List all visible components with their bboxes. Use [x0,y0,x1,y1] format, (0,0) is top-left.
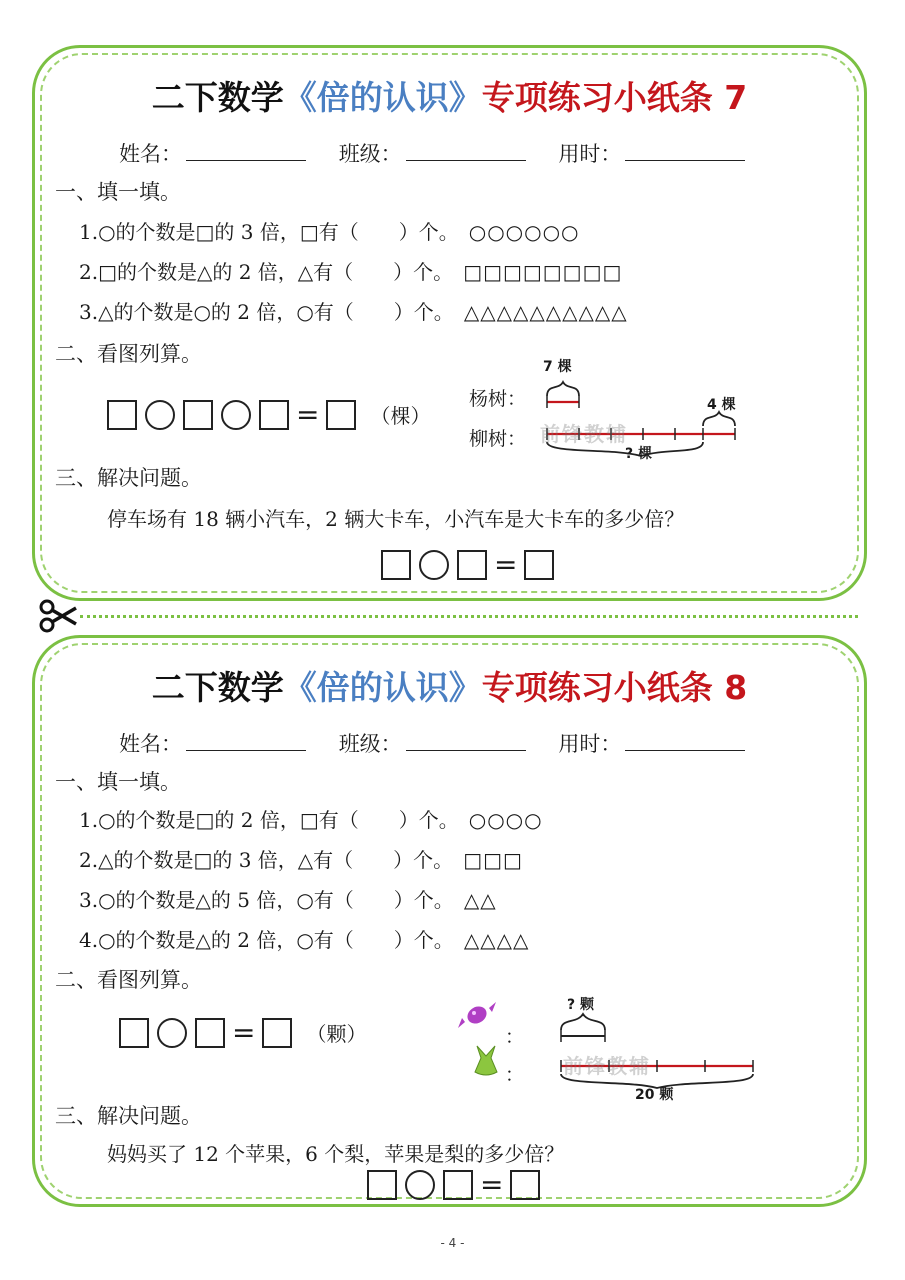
cut-line [36,598,866,634]
class-field[interactable] [339,728,526,758]
unit-label: （棵） [370,404,431,428]
title-topic: 《倍的认识》 [283,78,482,117]
unit-label: （颗） [306,1022,367,1046]
operator-circle[interactable] [405,1170,435,1200]
time-blank[interactable] [625,732,745,751]
title-series: 专项练习小纸条 8 [481,668,748,707]
sweet-colon: ： [505,1064,525,1086]
question-shapes: ○○○○○○ [468,220,580,244]
section-picture-calc: 二、看图列算。 [55,342,202,366]
answer-box[interactable] [367,1170,397,1200]
result-box[interactable] [326,400,356,430]
question-4 [79,924,529,953]
result-box[interactable] [262,1018,292,1048]
name-label: 姓名： [119,142,182,166]
class-field[interactable] [339,138,526,168]
watermark: 前锋教辅 [563,1054,651,1078]
question-shapes: □□□ [463,848,523,872]
title-series: 专项练习小纸条 7 [481,78,748,117]
right-note: 4 棵 [707,397,736,413]
name-blank[interactable] [186,142,306,161]
answer-box[interactable] [195,1018,225,1048]
time-field[interactable] [558,138,745,168]
question-text: 4.○的个数是△的 2 倍，○有（ ）个。 [79,928,454,952]
question-text: 3.△的个数是○的 2 倍，○有（ ）个。 [79,300,454,324]
name-field[interactable] [119,728,306,758]
question-1 [79,804,543,833]
class-label: 班级： [338,142,402,166]
top-note: ? 颗 [567,997,594,1013]
top-brace [561,1014,605,1030]
bottom-note: 20 颗 [635,1087,674,1103]
question-3 [79,884,497,913]
equals-sign: = [494,548,518,581]
question-shapes: △△△△ [463,928,530,952]
card-title [35,662,864,709]
time-label: 用时： [558,732,622,756]
title-subject: 二下数学 [151,668,284,707]
result-box[interactable] [524,550,554,580]
question-2 [79,844,523,873]
section-solve: 三、解决问题。 [55,1104,202,1128]
section-fill-in: 一、填一填。 [55,770,181,794]
dotted-cut-line [80,615,858,618]
word-problem: 妈妈买了 12 个苹果，6 个梨，苹果是梨的多少倍？ [107,1142,565,1166]
sweet-bag-icon [471,1044,501,1078]
card-title [35,72,864,119]
section-picture-calc: 二、看图列算。 [55,968,202,992]
question-text: 1.○的个数是□的 2 倍，□有（ ）个。 [79,808,459,832]
question-shapes: ○○○○ [468,808,543,832]
operator-circle[interactable] [419,550,449,580]
top-brace [547,382,579,396]
result-box[interactable] [510,1170,540,1200]
candy-colon: ： [505,1026,525,1048]
name-label: 姓名： [119,732,182,756]
bottom-note: ? 棵 [625,446,652,462]
answer-box[interactable] [183,400,213,430]
name-field[interactable] [119,138,306,168]
answer-box[interactable] [259,400,289,430]
question-shapes: □□□□□□□□ [463,260,623,284]
class-blank[interactable] [406,732,526,751]
equals-sign: = [232,1016,256,1049]
section-solve: 三、解决问题。 [55,466,202,490]
operator-circle[interactable] [221,400,251,430]
answer-box[interactable] [107,400,137,430]
answer-box[interactable] [119,1018,149,1048]
question-text: 2.△的个数是□的 3 倍，△有（ ）个。 [79,848,454,872]
willow-label: 柳树： [469,428,527,450]
question-shapes: △△△△△△△△△△ [463,300,628,324]
time-blank[interactable] [625,142,745,161]
question-text: 2.□的个数是△的 2 倍，△有（ ）个。 [79,260,454,284]
answer-box[interactable] [443,1170,473,1200]
question-1 [79,216,579,245]
line-segment-diagram [535,356,805,466]
wrapped-candy-icon [457,998,497,1032]
watermark: 前锋教辅 [540,422,628,446]
worksheet-card-7 [32,45,867,601]
equals-sign: = [480,1168,504,1201]
right-brace [703,412,735,426]
name-blank[interactable] [186,732,306,751]
answer-equation [115,1016,366,1049]
question-text: 1.○的个数是□的 3 倍，□有（ ）个。 [79,220,459,244]
poplar-label: 杨树： [469,388,527,410]
class-blank[interactable] [406,142,526,161]
solution-equation [363,1168,544,1201]
question-2 [79,256,622,285]
equals-sign: = [296,398,320,431]
page-number: - 4 - [440,1236,465,1250]
title-subject: 二下数学 [151,78,284,117]
question-3 [79,296,628,325]
class-label: 班级： [338,732,402,756]
time-field[interactable] [558,728,745,758]
question-text: 3.○的个数是△的 5 倍，○有（ ）个。 [79,888,454,912]
answer-equation [103,398,430,431]
top-note: 7 棵 [543,359,572,375]
time-label: 用时： [558,142,622,166]
student-info-row [119,728,771,758]
operator-circle[interactable] [145,400,175,430]
worksheet-card-8 [32,635,867,1207]
answer-box[interactable] [457,550,487,580]
word-problem: 停车场有 18 辆小汽车，2 辆大卡车，小汽车是大卡车的多少倍？ [107,507,685,531]
operator-circle[interactable] [157,1018,187,1048]
scissors-icon [38,598,78,634]
title-topic: 《倍的认识》 [283,668,482,707]
section-fill-in: 一、填一填。 [55,180,181,204]
answer-box[interactable] [381,550,411,580]
question-shapes: △△ [463,888,497,912]
solution-equation [377,548,558,581]
student-info-row [119,138,771,168]
